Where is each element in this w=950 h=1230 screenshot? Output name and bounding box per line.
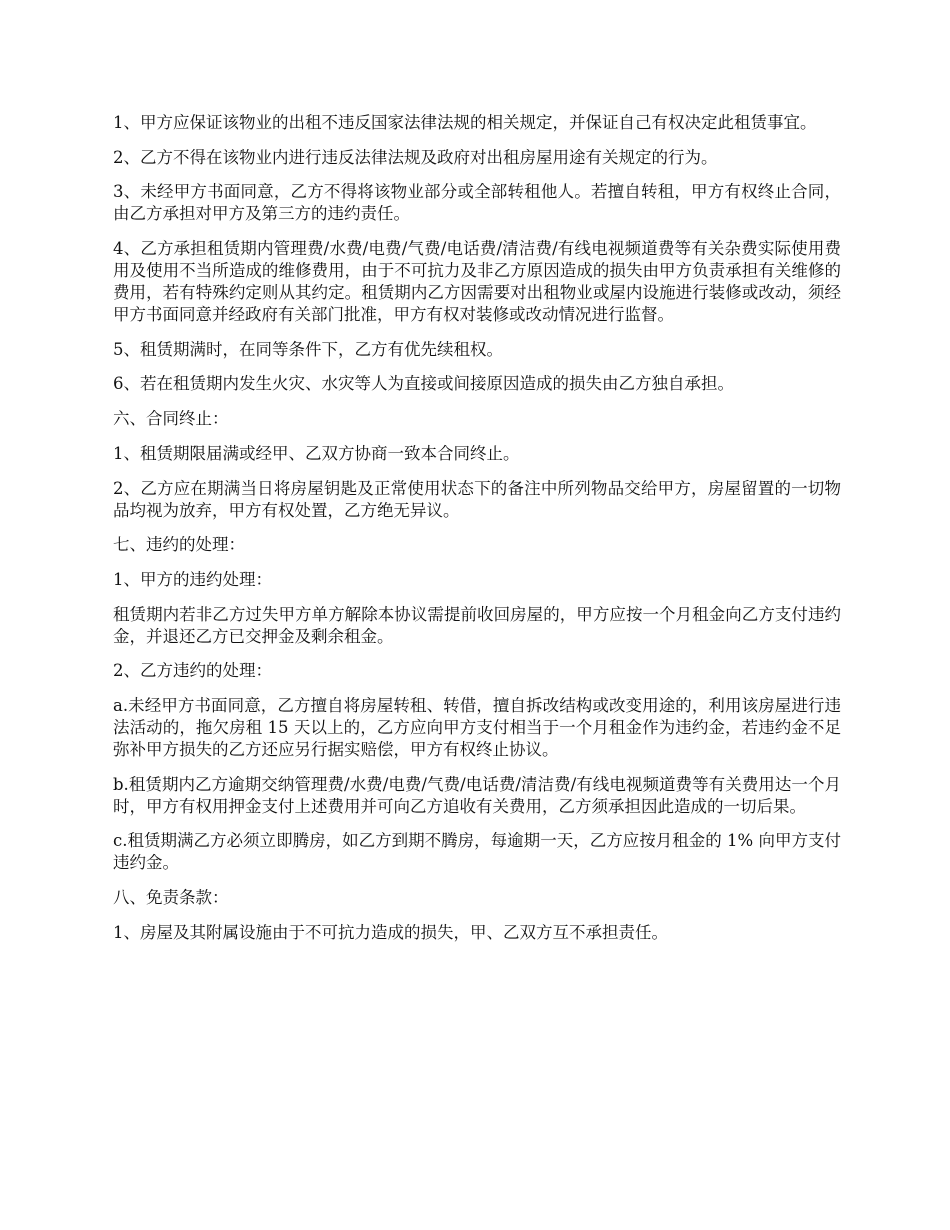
clause-2-no-illegal-use: 2、乙方不得在该物业内进行违反法律法规及政府对出租房屋用途有关规定的行为。 (113, 147, 718, 167)
breach-landlord-heading: 1、甲方的违约处理： (113, 569, 272, 589)
termination-clause-2: 2、乙方应在期满当日将房屋钥匙及正常使用状态下的备注中所列物品交给甲方，房屋留置的一切物品均视为放弃，甲方有权处置，乙方绝无异议。 (113, 478, 841, 520)
termination-clause-1: 1、租赁期限届满或经甲、乙双方协商一致本合同终止。 (113, 443, 520, 463)
breach-tenant-item-a: a.未经甲方书面同意，乙方擅自将房屋转租、转借，擅自拆改结构或改变用途的，利用该房屋进行违法活动的，拖欠房租 15 天以上的，乙方应向甲方支付相当于一个月租金作为违约金，若违约金不足弥补甲方损失的乙方还应另行据实赔偿，甲方有权终止协议。 (113, 695, 841, 759)
breach-landlord-text: 租赁期内若非乙方过失甲方单方解除本协议需提前收回房屋的，甲方应按一个月租金向乙方支付违约金，并退还乙方已交押金及剩余租金。 (113, 604, 841, 646)
section-heading-breach: 七、违约的处理： (113, 535, 245, 555)
breach-tenant-item-b: b.租赁期内乙方逾期交纳管理费/水费/电费/气费/电话费/清洁费/有线电视频道费等有关费用达一个月时，甲方有权用押金支付上述费用并可向乙方追收有关费用，乙方须承担因此造成的一切后果。 (113, 774, 841, 816)
exemption-clause-1: 1、房屋及其附属设施由于不可抗力造成的损失，甲、乙双方互不承担责任。 (113, 922, 668, 942)
breach-tenant-heading: 2、乙方违约的处理： (113, 661, 272, 681)
clause-4-fees-and-repairs: 4、乙方承担租赁期内管理费/水费/电费/气费/电话费/清洁费/有线电视频道费等有关杂费实际使用费用及使用不当所造成的维修费用，由于不可抗力及非乙方原因造成的损失由甲方负责承担有关维修的费用，若有特殊约定则从其约定。租赁期内乙方因需要对出租物业或屋内设施进行装修或改动，须经甲方书面同意并经政府有关部门批准，甲方有权对装修或改动情况进行监督。 (113, 239, 841, 325)
clause-1-landlord-guarantee: 1、甲方应保证该物业的出租不违反国家法律法规的相关规定，并保证自己有权决定此租赁事宜。 (113, 113, 817, 132)
clause-6-damage-liability: 6、若在租赁期内发生火灾、水灾等人为直接或间接原因造成的损失由乙方独自承担。 (113, 374, 734, 394)
breach-tenant-item-c: c.租赁期满乙方必须立即腾房，如乙方到期不腾房，每逾期一天，乙方应按月租金的 1% 向甲方支付违约金。 (113, 831, 841, 873)
clause-5-renewal-priority: 5、租赁期满时，在同等条件下，乙方有优先续租权。 (113, 339, 503, 359)
document-page (113, 112, 841, 956)
section-heading-termination: 六、合同终止： (113, 409, 229, 429)
section-heading-exemption: 八、免责条款： (113, 888, 229, 907)
clause-3-no-sublease: 3、未经甲方书面同意，乙方不得将该物业部分或全部转租他人。若擅自转租，甲方有权终止合同，由乙方承担对甲方及第三方的违约责任。 (113, 182, 841, 224)
